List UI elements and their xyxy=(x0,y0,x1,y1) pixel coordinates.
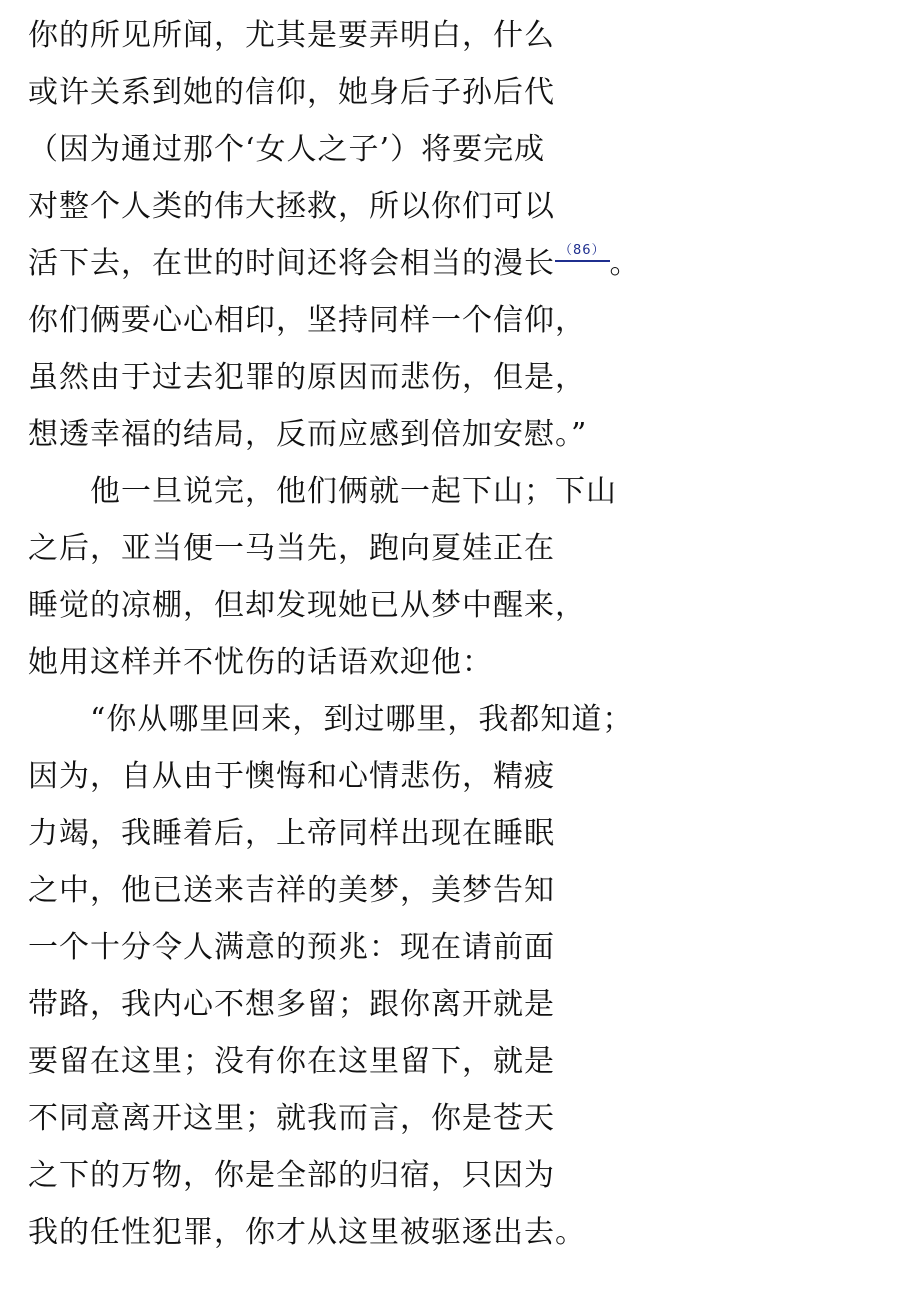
text-line: 力竭，我睡着后，上帝同样出现在睡眠 xyxy=(28,816,555,851)
text-line: 你的所见所闻，尤其是要弄明白，什么 xyxy=(28,18,555,53)
text-line-indented: 他一旦说完，他们俩就一起下山；下山 xyxy=(90,474,617,509)
text-line: 虽然由于过去犯罪的原因而悲伤，但是， xyxy=(28,360,586,395)
text-line: 因为，自从由于懊悔和心情悲伤，精疲 xyxy=(28,759,555,794)
text-line-content: 活下去，在世的时间还将会相当的漫长 xyxy=(28,246,555,281)
text-line: （因为通过那个‘女人之子’）将要完成 xyxy=(28,132,546,167)
text-line: 之中，他已送来吉祥的美梦，美梦告知 xyxy=(28,873,555,908)
text-line: 我的任性犯罪，你才从这里被驱逐出去。 xyxy=(28,1215,586,1250)
text-line-indented: “你从哪里回来，到过哪里，我都知道； xyxy=(90,702,634,737)
text-line: 想透幸福的结局，反而应感到倍加安慰。” xyxy=(28,417,588,452)
text-line: 带路，我内心不想多留；跟你离开就是 xyxy=(28,987,555,1022)
text-line: 之后，亚当便一马当先，跑向夏娃正在 xyxy=(28,531,555,566)
text-line: 她用这样并不忧伤的话语欢迎他： xyxy=(28,645,493,680)
trailing-punctuation: 。 xyxy=(609,246,641,281)
footnote-link[interactable]: （86） xyxy=(555,244,610,262)
text-line: 不同意离开这里；就我而言，你是苍天 xyxy=(28,1101,555,1136)
text-line: 你们俩要心心相印，坚持同样一个信仰， xyxy=(28,303,586,338)
text-line: 要留在这里；没有你在这里留下，就是 xyxy=(28,1044,555,1079)
text-line: 一个十分令人满意的预兆：现在请前面 xyxy=(28,930,555,965)
text-line: 或许关系到她的信仰，她身后子孙后代 xyxy=(28,75,555,110)
text-line-with-footnote xyxy=(28,242,641,286)
text-line: 对整个人类的伟大拯救，所以你们可以 xyxy=(28,189,555,224)
text-line: 睡觉的凉棚，但却发现她已从梦中醒来， xyxy=(28,588,586,623)
text-line: 之下的万物，你是全部的归宿，只因为 xyxy=(28,1158,555,1193)
